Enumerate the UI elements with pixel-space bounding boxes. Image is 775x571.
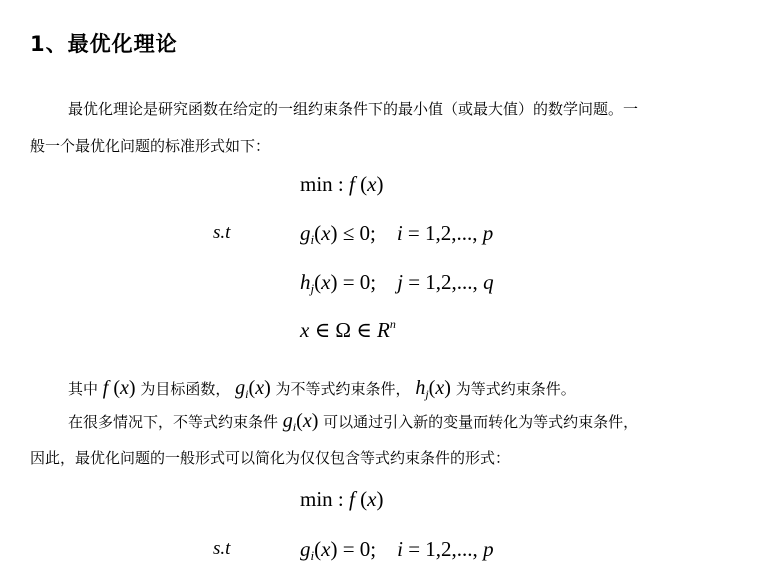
objective-function-1: min : f (x) <box>300 172 384 196</box>
st-label-1: s.t <box>213 222 231 243</box>
intro-line-2: 般一个最优化问题的标准形式如下： <box>30 137 271 155</box>
equality-constraint-2: $g_i(x) = 0$; i = 1,2,..., p <box>300 537 494 563</box>
objective-function-2: min : f (x) <box>300 487 384 511</box>
domain-constraint: x ∈ Ω ∈ $R^n$ <box>300 317 396 342</box>
section-title: 1、最优化理论 <box>30 32 178 56</box>
intro-line-1: 最优化理论是研究函数在给定的一组约束条件下的最小值（或最大值）的数学问题。一 <box>68 100 639 118</box>
equality-constraint-1: $h_j(x) = 0$; j = 1,2,..., q <box>300 270 494 296</box>
st-label-2: s.t <box>213 538 231 559</box>
explanation-line: 其中 f (x) 为目标函数， $g_i(x)$ 为不等式约束条件， $h_j(x)$ 为等式约束条件。 <box>68 377 576 401</box>
conversion-line-2: 因此，最优化问题的一般形式可以简化为仅仅包含等式约束条件的形式： <box>30 449 511 467</box>
inequality-constraint: $g_i(x) \le 0$; i = 1,2,..., p <box>300 221 494 247</box>
conversion-line-1: 在很多情况下，不等式约束条件 $g_i(x)$ 可以通过引入新的变量而转化为等式约束条件， <box>68 410 639 434</box>
